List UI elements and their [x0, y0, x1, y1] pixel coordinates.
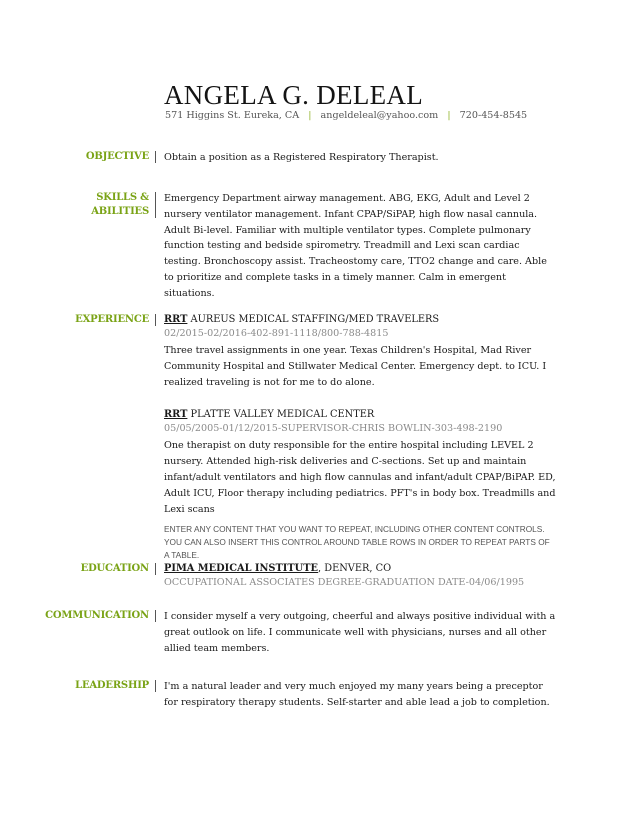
contact-separator: |: [308, 110, 312, 121]
section-divider: [155, 563, 156, 575]
position-dates: 02/2015-02/2016-402-891-1118/800-788-4815: [164, 328, 389, 339]
position-company: AUREUS MEDICAL STAFFING/MED TRAVELERS: [187, 314, 440, 325]
position-role: RRT: [164, 409, 188, 421]
objective-heading: OBJECTIVE: [85, 151, 149, 162]
skills-heading-line2: ABILITIES: [91, 205, 149, 217]
applicant-name: ANGELA G. DELEAL: [164, 80, 424, 110]
position-title: [164, 313, 556, 327]
education-heading: EDUCATION: [80, 563, 149, 574]
phone: 720-454-8545: [459, 110, 528, 121]
school-name: PIMA MEDICAL INSTITUTE: [164, 563, 318, 574]
repeating-section-placeholder[interactable]: ENTER ANY CONTENT THAT YOU WANT TO REPEAT, INCLUDING OTHER CONTENT CONTROLS. YOU CAN ALSO INSERT THIS CONTROL AROUND TABLE ROWS IN ORDER TO REPEAT PARTS OF A TABLE.: [164, 524, 550, 560]
contact-line: [165, 110, 527, 121]
section-divider: [155, 192, 156, 218]
skills-heading-line1: SKILLS &: [96, 192, 149, 203]
education-title: [164, 562, 556, 576]
skills-heading: [91, 191, 149, 218]
skills-text: Emergency Department airway management. ABG, EKG, Adult and Level 2 nursery ventilator management. Infant CPAP/SiPAP, high flow nasal cannula. Adult Bi-level. Familiar with multiple ventilator types. Complete pulmonary function testing and bedside spirometry. Treadmill and Lexi scan cardiac testing. Bronchoscopy assist. Tracheostomy care, TTO2 change and care. Able to prioritize and complete tasks in a timely manner. Calm in emergent situations.: [164, 193, 547, 299]
section-divider: [155, 151, 156, 163]
communication-text: I consider myself a very outgoing, cheerful and always positive individual with a great outlook on life. I communicate well with physicians, nurses and all other allied team members.: [164, 611, 556, 654]
contact-separator: |: [447, 110, 451, 121]
degree-info: OCCUPATIONAL ASSOCIATES DEGREE-GRADUATION DATE-04/06/1995: [164, 577, 525, 588]
position-description: One therapist on duty responsible for the entire hospital including LEVEL 2 nursery. Attended high-risk deliveries and C-sections. Set up and maintain infant/adult ventilators and high flow cannulas and infant/adult CPAP/BiPAP. ED, Adult ICU, Floor therapy including pediatrics. PFT's in body box. Treadmills and Lexi scans: [164, 440, 556, 515]
school-location: , DENVER, CO: [317, 563, 392, 574]
section-divider: [155, 610, 156, 622]
position-role: RRT: [164, 314, 188, 325]
position-title: [164, 408, 556, 422]
section-divider: [155, 680, 156, 692]
section-divider: [155, 314, 156, 326]
communication-heading: COMMUNICATION: [45, 610, 149, 621]
position-company: PLATTE VALLEY MEDICAL CENTER: [187, 409, 375, 421]
position-dates: 05/05/2005-01/12/2015-SUPERVISOR-CHRIS BOWLIN-303-498-2190: [164, 423, 503, 435]
leadership-heading: LEADERSHIP: [75, 680, 149, 691]
address: 571 Higgins St. Eureka, CA: [165, 110, 300, 121]
email: angeldeleal@yahoo.com: [320, 110, 439, 121]
leadership-text: I'm a natural leader and very much enjoyed my many years being a preceptor for respiratory therapy students. Self-starter and able lead a job to completion.: [164, 681, 550, 708]
objective-text: Obtain a position as a Registered Respiratory Therapist.: [164, 152, 439, 163]
position-description: Three travel assignments in one year. Texas Children's Hospital, Mad River Community Hospital and Stillwater Medical Center. Emergency dept. to ICU. I realized traveling is not for me to do alone.: [164, 345, 547, 388]
experience-heading: EXPERIENCE: [75, 314, 149, 325]
